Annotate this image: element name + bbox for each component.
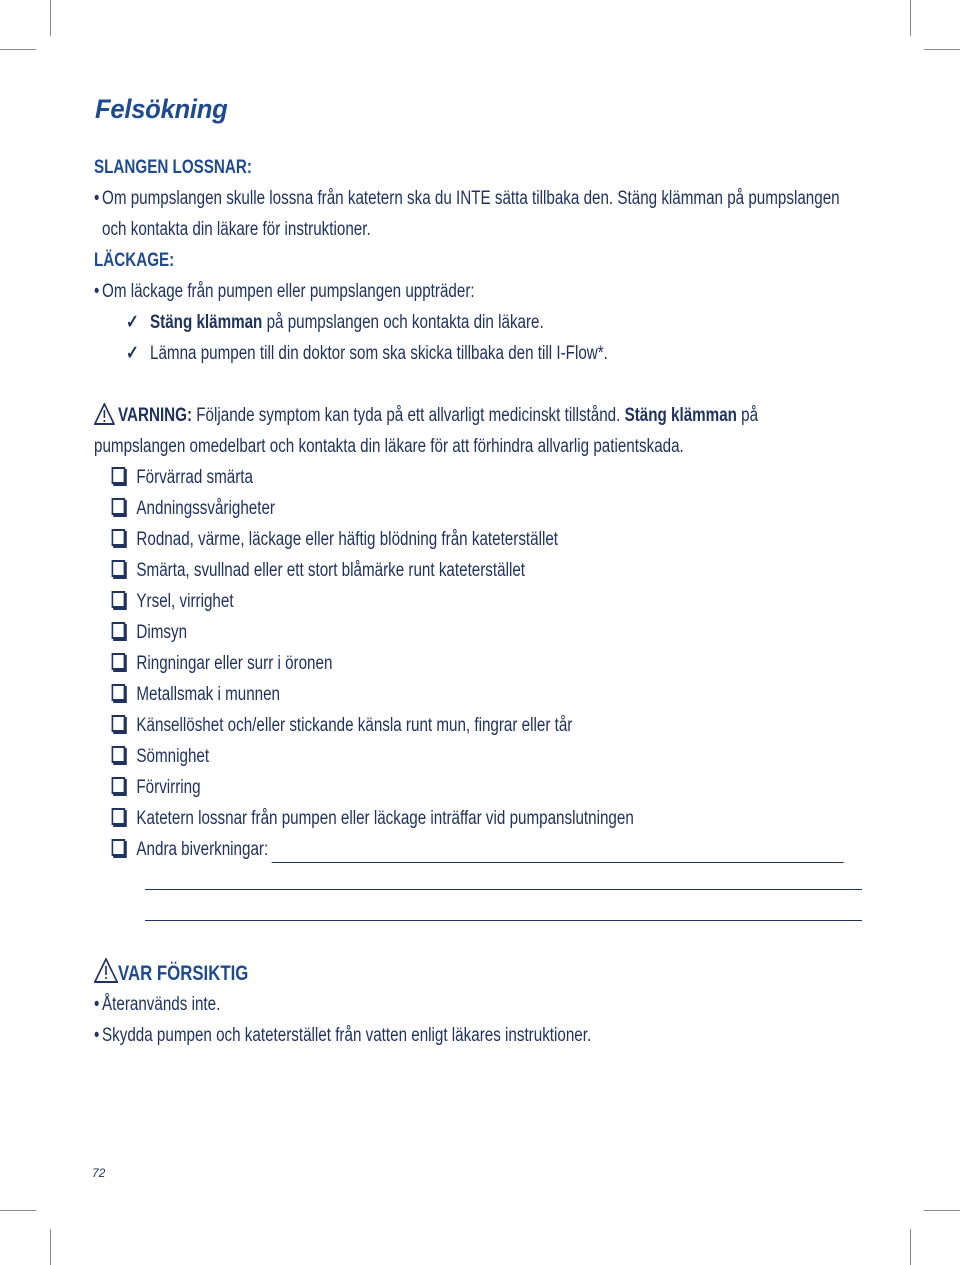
checkmark-icon: ✓ <box>126 343 139 364</box>
bullet-icon: • <box>94 1025 100 1046</box>
crop-mark <box>924 49 960 50</box>
check-item: ✓ Lämna pumpen till din doktor som ska skicka tillbaka den till I-Flow*. <box>94 338 874 369</box>
caution-heading: VAR FÖRSIKTIG <box>118 962 249 985</box>
symptom-item: Känsellöshet och/eller stickande känsla runt mun, fingrar eller tår <box>94 710 874 741</box>
symptom-item: Katetern lossnar från pumpen eller läckage inträffar vid pumpanslutningen <box>94 803 874 834</box>
checkmark-icon: ✓ <box>126 312 139 333</box>
caution-section <box>94 958 591 1051</box>
main-content <box>94 152 874 865</box>
list-item-continuation: och kontakta din läkare för instruktioner. <box>102 219 371 240</box>
page-title: Felsökning <box>95 94 228 124</box>
checkbox-icon[interactable] <box>112 839 126 856</box>
symptom-checklist <box>94 462 874 834</box>
crop-mark <box>50 0 51 36</box>
symptom-item: Sömnighet <box>94 741 874 772</box>
blank-fill-line[interactable] <box>271 840 843 863</box>
list-item: • Om läckage från pumpen eller pumpslangen uppträder: <box>94 276 874 307</box>
caution-heading-line <box>94 958 591 989</box>
checkbox-icon[interactable] <box>112 777 126 794</box>
symptom-item: Förvirring <box>94 772 874 803</box>
section-heading-tube-detach: SLANGEN LOSSNAR: <box>94 157 252 178</box>
warning-label: VARNING: <box>118 405 193 426</box>
checkbox-icon[interactable] <box>112 467 126 484</box>
blank-fill-line[interactable] <box>145 889 862 890</box>
checkbox-icon[interactable] <box>112 684 126 701</box>
symptom-item: Yrsel, virrighet <box>94 586 874 617</box>
page-number: 72 <box>92 1166 106 1180</box>
checkbox-icon[interactable] <box>112 498 126 515</box>
symptom-item: Rodnad, värme, läckage eller häftig blödning från kateterstället <box>94 524 874 555</box>
symptom-item: Ringningar eller surr i öronen <box>94 648 874 679</box>
crop-mark <box>910 0 911 36</box>
bullet-icon: • <box>94 188 100 209</box>
checkbox-icon[interactable] <box>112 622 126 639</box>
checkbox-icon[interactable] <box>112 746 126 763</box>
crop-mark <box>910 1229 911 1265</box>
bullet-icon: • <box>94 994 100 1015</box>
symptom-item: Dimsyn <box>94 617 874 648</box>
list-item: • Skydda pumpen och kateterstället från vatten enligt läkares instruktioner. <box>94 1020 591 1051</box>
section-heading-leakage: LÄCKAGE: <box>94 250 175 271</box>
crop-mark <box>50 1229 51 1265</box>
bullet-icon: • <box>94 281 100 302</box>
warning-line: VARNING: Följande symptom kan tyda på ett allvarligt medicinskt tillstånd. Stäng klämman på <box>94 400 874 431</box>
checkbox-icon[interactable] <box>112 715 126 732</box>
checkbox-icon[interactable] <box>112 591 126 608</box>
list-item: • Återanvänds inte. <box>94 989 591 1020</box>
list-item: • Om pumpslangen skulle lossna från katetern ska du INTE sätta tillbaka den. Stäng klämman på pumpslangen <box>94 183 874 214</box>
checkbox-icon[interactable] <box>112 808 126 825</box>
crop-mark <box>924 1210 960 1211</box>
symptom-item: Smärta, svullnad eller ett stort blåmärke runt kateterstället <box>94 555 874 586</box>
crop-mark <box>0 49 36 50</box>
blank-fill-line[interactable] <box>145 920 862 921</box>
symptom-item: Andningssvårigheter <box>94 493 874 524</box>
other-effects-item: Andra biverkningar: <box>94 834 874 865</box>
symptom-item: Förvärrad smärta <box>94 462 874 493</box>
check-item: ✓ Stäng klämman på pumpslangen och kontakta din läkare. <box>94 307 874 338</box>
warning-triangle-icon <box>94 958 118 993</box>
symptom-item: Metallsmak i munnen <box>94 679 874 710</box>
warning-line-2: pumpslangen omedelbart och kontakta din läkare för att förhindra allvarlig patientskada. <box>94 436 684 457</box>
checkbox-icon[interactable] <box>112 560 126 577</box>
crop-mark <box>0 1210 36 1211</box>
checkbox-icon[interactable] <box>112 529 126 546</box>
checkbox-icon[interactable] <box>112 653 126 670</box>
